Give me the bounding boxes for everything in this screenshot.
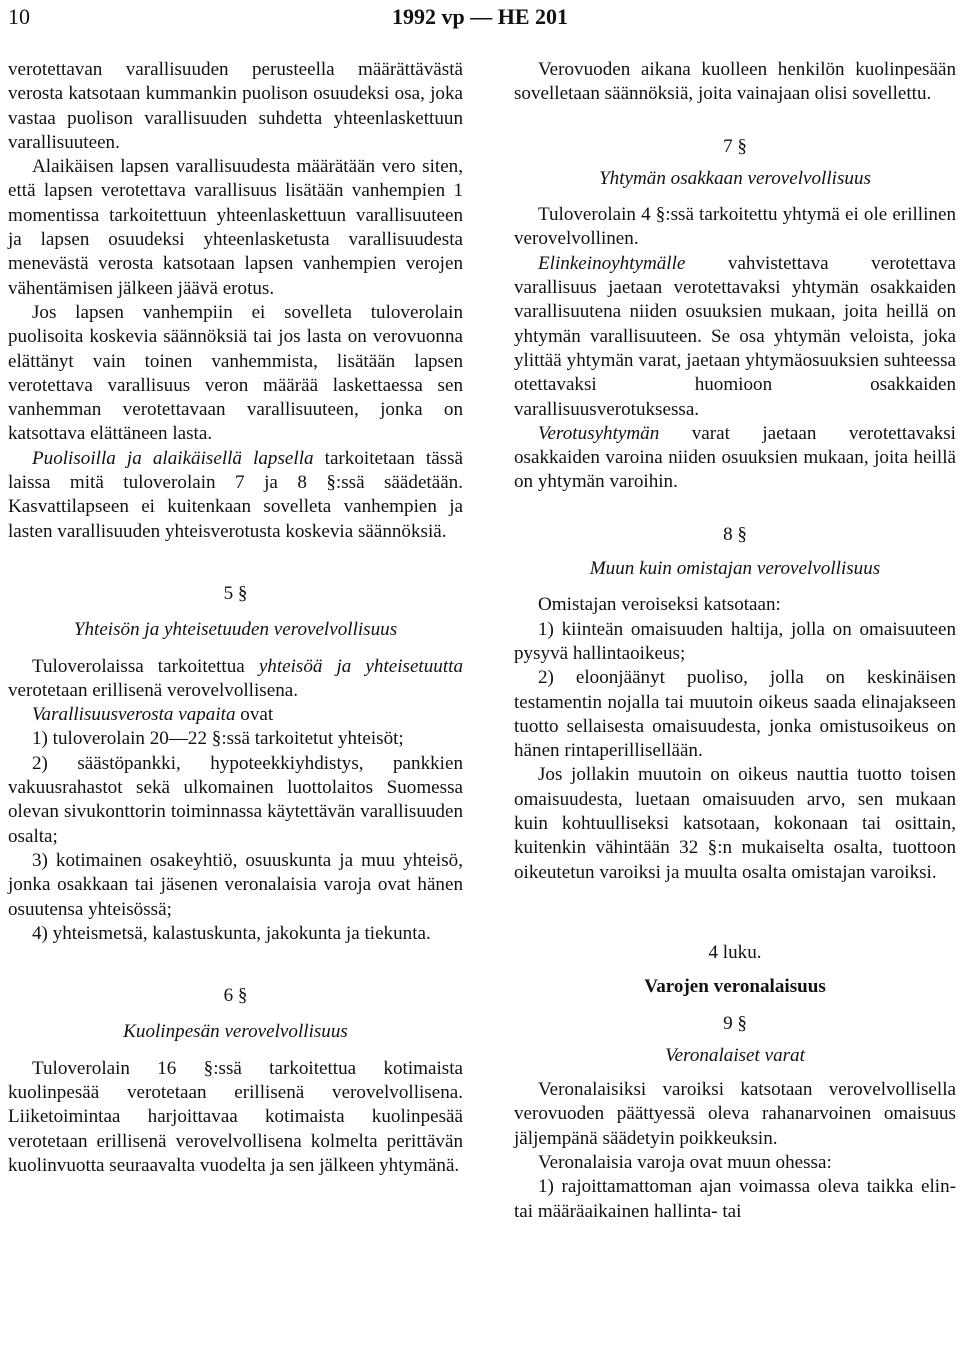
paragraph-text: verotetaan erillisenä verovelvollisena. — [8, 679, 298, 701]
list-item: 2) säästöpankki, hypoteekkiyhdistys, pankkien vakuusrahastot sekä ulkomainen luottolaitos Suomessa olevan sivukonttorin toiminnassa käytettävän varallisuuden osalta; — [8, 752, 463, 847]
section-number: 6 § — [223, 985, 248, 1007]
section-title: Muun kuin omistajan verovelvollisuus — [589, 558, 881, 580]
paragraph — [514, 422, 956, 495]
list-item: 3) kotimainen osakeyhtiö, osuuskunta ja muu yhteisö, jonka osakkaan tai jäsenen veronalaisia varoja ovat hänen osuutensa yhteisössä; — [8, 849, 463, 920]
italic-term: yhteisöä ja yhteisetuutta — [258, 655, 463, 677]
section-number: 7 § — [723, 135, 747, 157]
left-column — [8, 58, 463, 1178]
section-number: 5 § — [223, 582, 248, 604]
paragraph-text: ovat — [235, 704, 274, 726]
paragraph: Tuloverolain 4 §:ssä tarkoitettu yhtymä ei ole erillinen verovelvollinen. — [514, 204, 956, 250]
list-item: 1) kiinteän omaisuuden haltija, jolla on omaisuuteen pysyvä hallintaoikeus; — [514, 618, 956, 664]
paragraph: verotettavan varallisuuden perusteella määrättävästä verosta katsotaan kummankin puolison osuudeksi osa, joka vastaa puolison varallisuuden suhdetta yhteenlaskettuun varallisuuteen. — [8, 59, 463, 153]
list-item: 1) rajoittamattoman ajan voimassa oleva taikka elin- tai määräaikainen hallinta- tai — [514, 1176, 956, 1222]
paragraph-text: tarkoitetaan tässä laissa mitä tuloverolain 7 ja 8 §:ssä säädetään. Kasvattilapseen ei kuitenkaan sovelleta vanhempien ja lasten varallisuuden yhteisverotusta koskevia säännöksiä. — [8, 447, 464, 542]
paragraph: Omistajan veroiseksi katsotaan: — [538, 594, 781, 616]
paragraph: Veronalaisia varoja ovat muun ohessa: — [538, 1151, 832, 1173]
paragraph — [8, 447, 463, 544]
paragraph: Verovuoden aikana kuolleen henkilön kuolinpesään sovelletaan säännöksiä, joita vainajaan olisi sovellettu. — [514, 59, 956, 105]
section-number: 8 § — [723, 523, 747, 545]
paragraph-text: Tuloverolaissa tarkoitettua — [32, 655, 259, 677]
section-title: Veronalaiset varat — [665, 1044, 805, 1066]
paragraph: Veronalaisiksi varoiksi katsotaan verovelvollisella verovuoden päättyessä oleva rahanarvoinen omaisuus jäljempänä säädetyin poikkeuksin. — [514, 1079, 956, 1149]
paragraph-text: varat jaetaan verotettavaksi osakkaiden varoina niiden osuuksien mukaan, joita heillä on yhtymän varoihin. — [514, 422, 956, 493]
section-title: Yhtymän osakkaan verovelvollisuus — [599, 167, 871, 189]
paragraph: Tuloverolain 16 §:ssä tarkoitettua kotimaista kuolinpesää verotetaan erillisenä verovelvollisena. Liiketoimintaa harjoittavaa kotimaista kuolinpesää verotetaan erillisenä verovelvollisena kolmelta perittävän kuolinvuotta seuraavalta vuodelta ja sen jälkeen yhtymänä. — [8, 1057, 463, 1176]
section-title: Yhteisön ja yhteisetuuden verovelvollisuus — [73, 619, 398, 641]
paragraph — [8, 655, 463, 704]
section-number: 9 § — [723, 1012, 747, 1034]
chapter-title: Varojen veronalaisuus — [644, 976, 826, 998]
list-item: 2) eloonjäänyt puoliso, jolla on keskinäisen testamentin nojalla tai muutoin oikeus saada elinajakseen tuotto sellaisesta omaisuudesta, jonka omistusoikeus on hänen rintaperillisellään. — [514, 667, 956, 762]
paragraph: Jos lapsen vanhempiin ei sovelleta tuloverolain puolisoita koskevia säännöksiä tai jos lasta on verovuonna elättänyt vain toinen vanhemmista, lisätään lapsen verotettava varallisuus veron määrää laskettaessa sen vanhemman verotettavaan varallisuuteen, jonka on katsottava elättäneen lasta. — [8, 301, 463, 445]
page-number: 10 — [8, 4, 30, 29]
italic-term: Puolisoilla ja alaikäisellä lapsella — [32, 447, 314, 469]
italic-term: Verotusyhtymän — [538, 422, 660, 444]
italic-term: Varallisuusverosta vapaita — [32, 704, 236, 726]
chapter-number: 4 luku. — [708, 941, 762, 963]
list-item: 4) yhteismetsä, kalastuskunta, jakokunta ja tiekunta. — [32, 922, 431, 944]
section-title: Kuolinpesän verovelvollisuus — [123, 1021, 348, 1043]
paragraph: Jos jollakin muutoin on oikeus nauttia tuotto toisen omaisuudesta, luetaan omaisuuden arvo, sen mukaan kuin kohtuulliseksi katsotaan, kokonaan tai osittain, kuitenkin vähintään 32 §:n mukaiselta osalta, tuottoon oikeutetun varoiksi ja muulta osalta omistajan varoiksi. — [514, 764, 956, 883]
right-column — [514, 58, 956, 1224]
paragraph — [8, 703, 463, 727]
list-item: 1) tuloverolain 20—22 §:ssä tarkoitetut yhteisöt; — [32, 728, 404, 750]
italic-term: Elinkeinoyhtymälle — [538, 252, 686, 274]
running-header: 1992 vp — HE 201 — [391, 4, 569, 29]
paragraph — [514, 252, 956, 422]
paragraph: Alaikäisen lapsen varallisuudesta määrätään vero siten, että lapsen verotettava varallisuus lisätään vanhempien 1 momentissa tarkoitettuun yhteenlaskettuun varallisuuteen ja lapsen osuudeksi yhteenlasketusta varallisuudesta menevästä verosta katsotaan lapsen vanhempien verojen vähentämisen jälkeen jäävä erotus. — [8, 156, 463, 299]
paragraph-text: vahvistettava verotettava varallisuus jaetaan verotettavaksi yhtymän osakkaiden varallisuutena niiden osuuksien mukaan, joita heillä on yhtymän varallisuuteen. Se osa yhtymän veloista, joka ylittää yhtymän varat, jaetaan yhtymäosuuksien suhteessa otettavaksi huomioon osakkaiden varallisuusverotuksessa. — [514, 252, 956, 420]
